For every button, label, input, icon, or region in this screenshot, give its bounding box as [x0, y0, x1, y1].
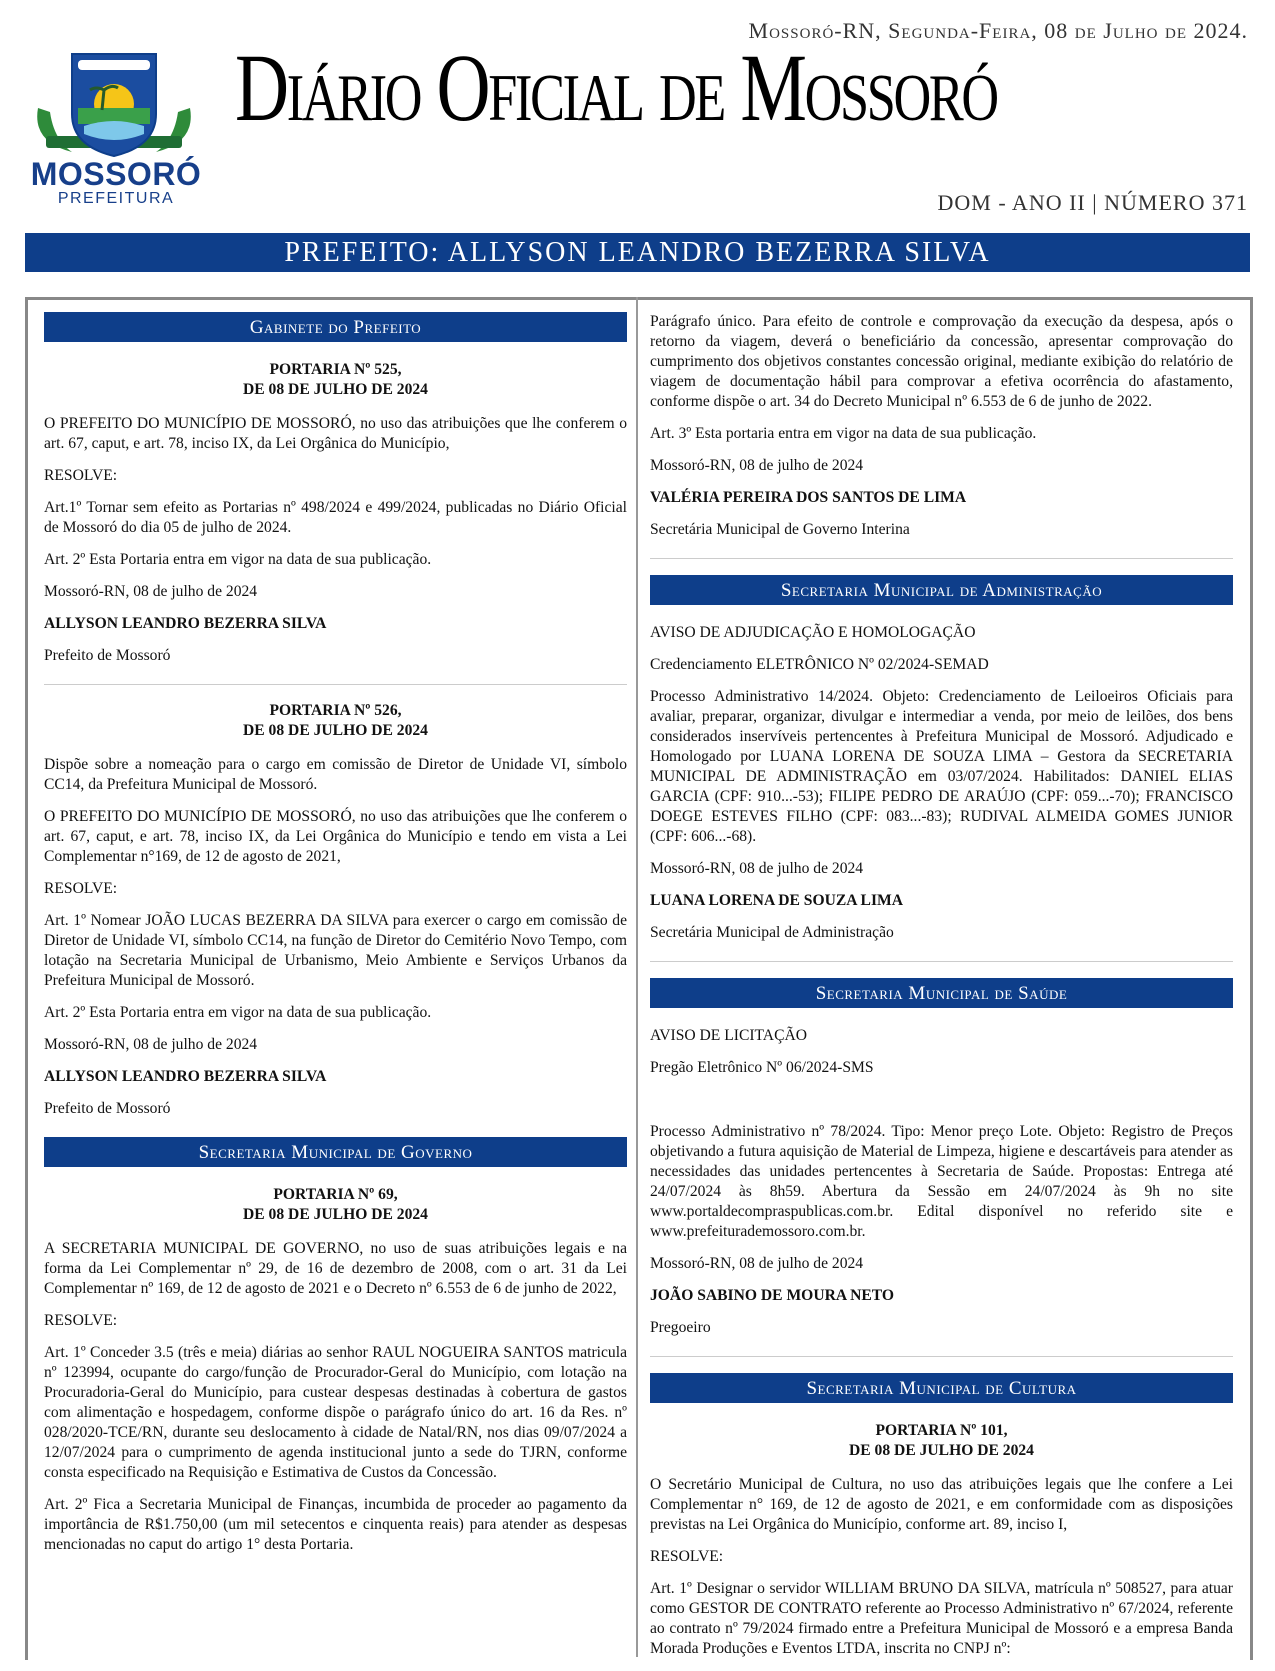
separator — [650, 1356, 1233, 1357]
portaria-69-art1: Art. 1º Conceder 3.5 (três e meia) diárias ao senhor RAUL NOGUEIRA SANTOS matricula nº 123994, ocupante do cargo/função de Procurador-Geral do Município, com lotação na Procuradoria-Geral do Município, para custear despesas destinadas à cobertura de gastos com alimentação e hospedagem, conforme dispõe o parágrafo único do art. 16 da Res. nº 028/2020-TCE/RN, durante seu deslocamento à cidade de Natal/RN, nos dias 09/07/2024 a 12/07/2024 para o cumprimento de agenda institucional junto a sede do TJRN, conforme consta especificado na Requisição e Estimativa de Custos da Concessão. — [44, 1344, 627, 1481]
mayor-banner: PREFEITO: ALLYSON LEANDRO BEZERRA SILVA — [25, 233, 1250, 272]
portaria-525-art1: Art.1º Tornar sem efeito as Portarias nº 498/2024 e 499/2024, publicadas no Diário Oficial de Mossoró do dia 05 de julho de 2024. — [44, 499, 627, 536]
city-logo — [24, 50, 204, 210]
coat-of-arms-icon — [24, 50, 204, 160]
portaria-69-role: Secretária Municipal de Governo Interina — [650, 521, 910, 538]
adm-credenciamento: Credenciamento ELETRÔNICO Nº 02/2024-SEMAD — [650, 656, 989, 673]
adm-aviso: AVISO DE ADJUDICAÇÃO E HOMOLOGAÇÃO — [650, 624, 976, 641]
section-header-saude: Secretaria Municipal de Saúde — [650, 978, 1233, 1008]
portaria-526-signer: ALLYSON LEANDRO BEZERRA SILVA — [44, 1068, 327, 1085]
portaria-526-place-date: Mossoró-RN, 08 de julho de 2024 — [44, 1036, 258, 1053]
portaria-526-art1: Art. 1º Nomear JOÃO LUCAS BEZERRA DA SILVA para exercer o cargo em comissão de Diretor de Unidade VI, símbolo CC14, na função de Diretor do Cemitério Novo Tempo, com lotação na Secretaria Municipal de Urbanismo, Meio Ambiente e Serviços Urbanos da Prefeitura Municipal de Mossoró. — [44, 912, 627, 989]
portaria-525-role: Prefeito de Mossoró — [44, 647, 171, 664]
portaria-69-art3: Art. 3º Esta portaria entra em vigor na data de sua publicação. — [650, 425, 1037, 442]
portaria-526-title: PORTARIA Nº 526, DE 08 DE JULHO DE 2024 — [243, 702, 428, 739]
portaria-69-title: PORTARIA Nº 69, DE 08 DE JULHO DE 2024 — [243, 1186, 428, 1223]
portaria-525-art2: Art. 2º Esta Portaria entra em vigor na data de sua publicação. — [44, 551, 432, 568]
portaria-525-signer: ALLYSON LEANDRO BEZERRA SILVA — [44, 615, 327, 632]
portaria-526-intro: O PREFEITO DO MUNICÍPIO DE MOSSORÓ, no uso das atribuições que lhe conferem o art. 67, caput, e art. 78, inciso IX, da Lei Orgânica do Município e tendo em vista a Lei Complementar n°169, de 12 de agosto de 2021, — [44, 808, 627, 865]
dateline: Mossoró-RN, Segunda-Feira, 08 de Julho de 2024. — [748, 18, 1248, 43]
portaria-101-intro: O Secretário Municipal de Cultura, no uso das atribuições legais que lhe confere a Lei Complementar n° 169, de 12 de agosto de 2021, e em conformidade com as disposições previstas na Lei Orgânica do Município, conforme art. 89, inciso I, — [650, 1476, 1233, 1533]
adm-body: Processo Administrativo 14/2024. Objeto: Credenciamento de Leiloeiros Oficiais para avaliar, preparar, organizar, divulgar e intermediar a venda, por meio de leilões, dos bens considerados inservíveis pertencentes à Prefeitura Municipal de Mossoró. Adjudicado e Homologado por LUANA LORENA DE SOUZA LIMA – Gestora da SECRETARIA MUNICIPAL DE ADMINISTRAÇÃO em 03/07/2024. Habilitados: DANIEL ELIAS GARCIA (CPF: 910...-53); FILIPE PEDRO DE ARAÚJO (CPF: 059...-70); FRANCISCO DOEGE ESTEVES FILHO (CPF: 083...-83); RUDIVAL ALMEIDA GOMES JUNIOR (CPF: 606...-68). — [650, 688, 1233, 845]
portaria-101-art1: Art. 1º Designar o servidor WILLIAM BRUNO DA SILVA, matrícula nº 508527, para atuar como GESTOR DE CONTRATO referente ao Processo Administrativo nº 67/2024, referente ao contrato nº 79/2024 firmado entre a Prefeitura Municipal de Mossoró e a empresa Banda Morada Produções e Eventos LTDA, inscrita no CNPJ nº: — [650, 1580, 1233, 1657]
logo-wordmark: MOSSORÓ — [30, 156, 202, 192]
right-column — [650, 312, 1233, 1671]
logo-subtitle: PREFEITURA — [57, 190, 175, 207]
portaria-101-title: PORTARIA Nº 101, DE 08 DE JULHO DE 2024 — [849, 1422, 1034, 1459]
portaria-525-intro: O PREFEITO DO MUNICÍPIO DE MOSSORÓ, no uso das atribuições que lhe conferem o art. 67, caput, e art. 78, inciso IX, da Lei Orgânica do Município, — [44, 415, 627, 452]
section-header-administracao: Secretaria Municipal de Administração — [650, 575, 1233, 605]
masthead-title: Diário Oficial de Mossoró — [235, 34, 997, 141]
portaria-69-signer: VALÉRIA PEREIRA DOS SANTOS DE LIMA — [650, 489, 967, 506]
portaria-69-place-date: Mossoró-RN, 08 de julho de 2024 — [650, 457, 864, 474]
portaria-526-resolve: RESOLVE: — [44, 880, 118, 897]
portaria-69-paragrafo-unico: Parágrafo único. Para efeito de controle e comprovação da execução da despesa, após o retorno da viagem, deverá o beneficiário da concessão, apresentar comprovação do cumprimento dos objetivos constantes concessão original, mediante exibição do relatório de viagem de documentação hábil para comprovar a efetiva ocorrência do afastamento, conforme dispõe o art. 34 do Decreto Municipal nº 6.553 de 6 de junho de 2022. — [650, 313, 1233, 410]
portaria-526-role: Prefeito de Mossoró — [44, 1100, 171, 1117]
portaria-69-resolve: RESOLVE: — [44, 1312, 118, 1329]
section-header-governo: Secretaria Municipal de Governo — [44, 1137, 627, 1167]
portaria-525-resolve: RESOLVE: — [44, 467, 118, 484]
saude-aviso: AVISO DE LICITAÇÃO — [650, 1027, 807, 1044]
separator — [650, 961, 1233, 962]
left-column — [44, 312, 627, 1567]
separator — [650, 558, 1233, 559]
portaria-69-art2: Art. 2º Fica a Secretaria Municipal de Finanças, incumbida de proceder ao pagamento da importância de R$1.750,00 (um mil setecentos e cinquenta reais) para atender as despesas mencionadas no caput do artigo 1° desta Portaria. — [44, 1496, 627, 1553]
saude-place-date: Mossoró-RN, 08 de julho de 2024 — [650, 1255, 864, 1272]
portaria-525-place-date: Mossoró-RN, 08 de julho de 2024 — [44, 583, 258, 600]
column-divider — [636, 297, 638, 1657]
adm-place-date: Mossoró-RN, 08 de julho de 2024 — [650, 860, 864, 877]
saude-role: Pregoeiro — [650, 1319, 711, 1336]
separator — [44, 684, 627, 685]
edition-number: DOM - ANO II | NÚMERO 371 — [937, 190, 1248, 215]
adm-role: Secretária Municipal de Administração — [650, 924, 894, 941]
portaria-101-resolve: RESOLVE: — [650, 1548, 724, 1565]
portaria-69-intro: A SECRETARIA MUNICIPAL DE GOVERNO, no uso de suas atribuições legais e na forma da Lei Complementar nº 29, de 16 de dezembro de 2008, com o art. 31 da Lei Complementar nº 169, de 12 de agosto de 2021 e o Decreto nº 6.553 de 6 de junho de 2022, — [44, 1240, 627, 1297]
adm-signer: LUANA LORENA DE SOUZA LIMA — [650, 892, 904, 909]
portaria-526-ementa: Dispõe sobre a nomeação para o cargo em comissão de Diretor de Unidade VI, símbolo CC14, da Prefeitura Municipal de Mossoró. — [44, 756, 627, 793]
portaria-526-art2: Art. 2º Esta Portaria entra em vigor na data de sua publicação. — [44, 1004, 432, 1021]
section-header-gabinete: Gabinete do Prefeito — [44, 312, 627, 342]
portaria-525-title: PORTARIA Nº 525, DE 08 DE JULHO DE 2024 — [243, 361, 428, 398]
section-header-cultura: Secretaria Municipal de Cultura — [650, 1373, 1233, 1403]
saude-signer: JOÃO SABINO DE MOURA NETO — [650, 1287, 895, 1304]
saude-pregao: Pregão Eletrônico Nº 06/2024-SMS — [650, 1059, 874, 1076]
saude-body: Processo Administrativo nº 78/2024. Tipo: Menor preço Lote. Objeto: Registro de Preços objetivando a futura aquisição de Material de Limpeza, higiene e descartáveis para atender as necessidades das unidades pertencentes à Secretaria de Saúde. Propostas: Entrega até 24/07/2024 às 8h59. Abertura da Sessão em 24/07/2024 às 9h no site www.portaldecompraspublicas.com.br. Edital disponível no referido site e www.prefeiturademossoro.com.br. — [650, 1123, 1233, 1240]
